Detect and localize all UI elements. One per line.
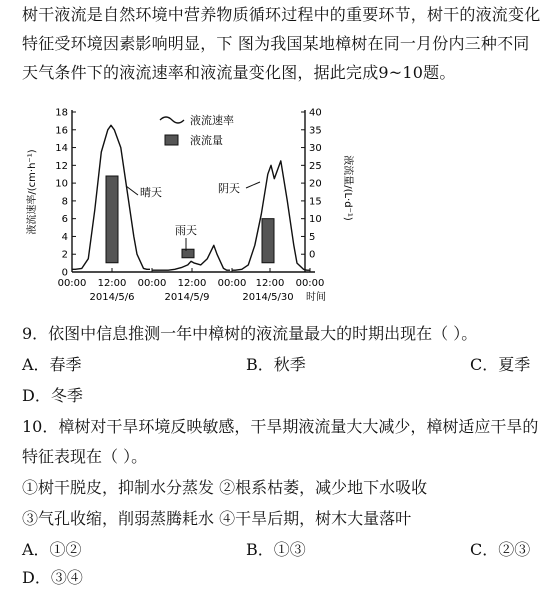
x-tick-label: 00:00 (57, 278, 87, 289)
q10-option-b[interactable]: B．①③ (246, 540, 306, 559)
left-tick-label: 8 (61, 196, 68, 208)
q10-stem-line2: 特征表现在（ ）。 (22, 447, 148, 466)
right-axis-title: 液流量/(L·d⁻¹) (342, 155, 353, 221)
q9-option-a[interactable]: A．春季 (22, 355, 82, 374)
q9-stem: 9．依图中信息推测一年中樟树的液流量最大的时期出现在（ ）。 (22, 324, 478, 343)
annotation-rainy: 雨天 (175, 224, 197, 237)
sap-volume-bar-cloudy (262, 219, 274, 263)
left-tick-label: 10 (55, 178, 68, 190)
annotation-cloudy: 阴天 (218, 182, 240, 195)
right-tick-label: 35 (309, 125, 322, 137)
legend-bar-swatch (165, 135, 178, 145)
q10-option-c[interactable]: C．②③ (470, 540, 531, 559)
x-tick-label: 12:00 (97, 278, 127, 289)
x-tick-label: 12:00 (255, 278, 285, 289)
q9-option-d[interactable]: D．冬季 (22, 386, 83, 405)
right-tick-label: 30 (309, 143, 322, 155)
legend-bar-label: 液流量 (190, 134, 223, 147)
right-tick-label: 15 (309, 196, 322, 208)
sap-volume-bar-sunny (106, 176, 118, 263)
x-tick-label: 00:00 (295, 278, 325, 289)
date-label-1: 2014/5/6 (89, 292, 135, 303)
sap-volume-bar-rainy (182, 249, 194, 258)
q9-option-c[interactable]: C．夏季 (470, 355, 531, 374)
q10-option-a[interactable]: A．①② (22, 540, 82, 559)
sap-flow-chart (20, 100, 355, 312)
left-tick-label: 0 (61, 267, 68, 279)
cloudy-pointer (246, 182, 260, 188)
left-axis-title: 液流速率/(cm·h⁻¹) (27, 149, 38, 235)
left-tick-label: 14 (55, 143, 68, 155)
annotation-sunny: 晴天 (140, 186, 162, 199)
x-end-label: 时间 (306, 292, 326, 303)
x-tick-label: 00:00 (137, 278, 167, 289)
right-tick-label: 10 (309, 214, 322, 226)
q10-stem-line1: 10．樟树对干旱环境反映敏感，干旱期液流量大大减少，樟树适应干旱的 (22, 417, 539, 436)
right-tick-label: 5 (309, 231, 316, 243)
q10-option-d[interactable]: D．③④ (22, 568, 83, 587)
date-label-3: 2014/5/30 (242, 292, 294, 303)
x-tick-label: 12:00 (177, 278, 207, 289)
q9-option-b[interactable]: B．秋季 (246, 355, 306, 374)
intro-paragraph: 树干液流是自然环境中营养物质循环过程中的重要环节，树干的液流变化特征受环境因素影响明显，下 图为我国某地樟树在同一月份内三种不同天气条件下的液流速率和液流量变化图，据此完成9~10题。 (22, 5, 541, 82)
legend-line-label: 液流速率 (190, 114, 234, 127)
x-tick-label: 00:00 (217, 278, 247, 289)
right-tick-label: 20 (309, 178, 322, 190)
left-tick-label: 6 (61, 214, 68, 226)
left-tick-label: 12 (55, 160, 68, 172)
right-tick-label: 0 (309, 249, 316, 261)
left-tick-label: 16 (55, 125, 68, 137)
legend-line-swatch (160, 117, 184, 123)
right-tick-label: 25 (309, 160, 322, 172)
q10-statements-line2: ③气孔收缩，削弱蒸腾耗水 ④干旱后期，树木大量落叶 (22, 509, 412, 528)
left-tick-label: 18 (55, 107, 68, 119)
date-label-2: 2014/5/9 (164, 292, 210, 303)
q10-statements-line1: ①树干脱皮，抑制水分蒸发 ②根系枯萎，减少地下水吸收 (22, 478, 428, 497)
left-tick-label: 2 (61, 249, 68, 261)
left-tick-label: 4 (61, 231, 68, 243)
right-tick-label: 40 (309, 107, 322, 119)
